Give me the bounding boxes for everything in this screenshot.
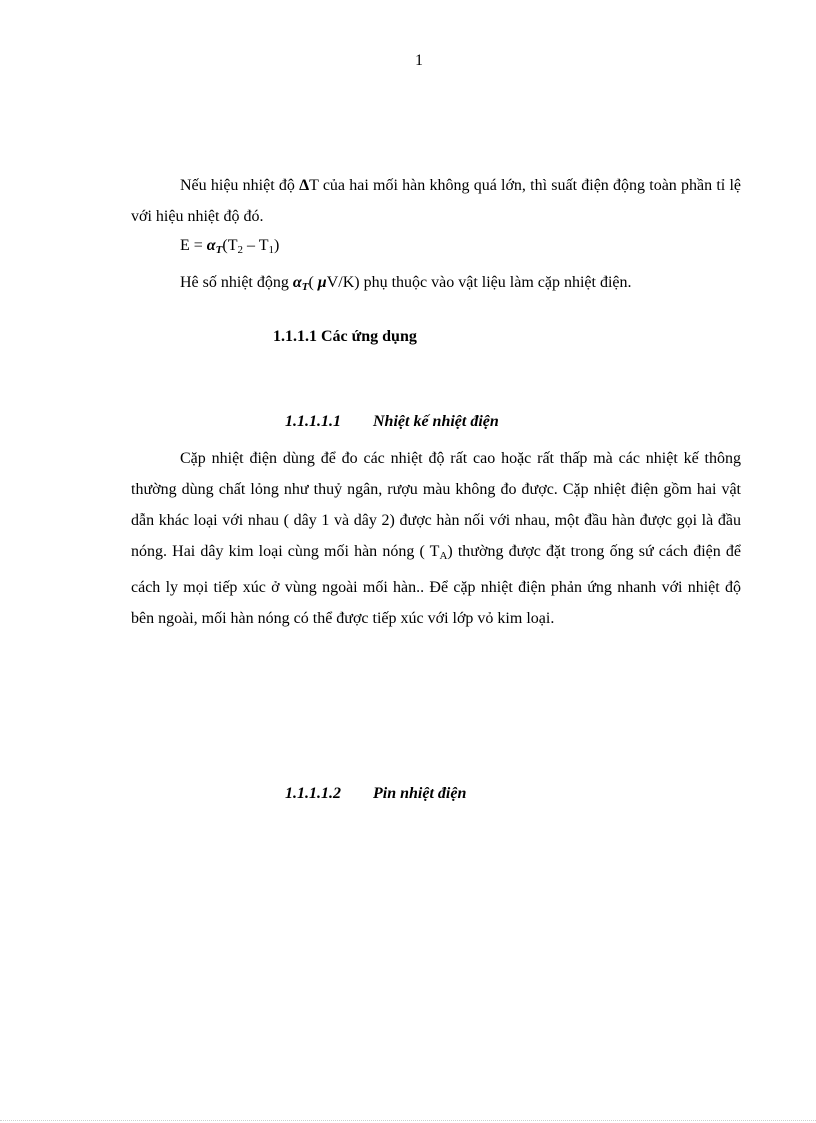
- section-heading: [273, 328, 417, 346]
- formula-close: ): [273, 237, 280, 254]
- mu-symbol: μ: [317, 274, 327, 291]
- unit-rest: V/K) phụ thuộc vào vật liệu làm cặp nhiệt điện.: [326, 274, 632, 291]
- t2-subscript: 2: [237, 244, 243, 256]
- formula-minus: – T: [243, 237, 269, 254]
- section-number: 1.1.1.1: [273, 328, 317, 345]
- subsection-number: 1.1.1.1.1: [285, 413, 341, 430]
- formula-lhs: E =: [180, 237, 207, 254]
- coefficient-line: [180, 274, 632, 293]
- body-text-2: ) thường được đặt trong ống sứ cách điện để cách ly mọi tiếp xúc ở vùng ngoài mối hàn.. Để cặp nhiệt điện phản ứng nhanh với nhiệt độ bên ngoài, mối hàn nóng có thể được tiếp xúc với lớp vỏ kim loại.: [131, 543, 741, 627]
- coef-text: Hê số nhiệt động: [180, 274, 293, 291]
- intro-text-2: T của hai mối hàn không quá lớn, thì suất điện động toàn phần tỉ lệ với hiệu nhiệt độ đó.: [131, 177, 741, 225]
- subsection-heading-1: [285, 413, 499, 431]
- ta-subscript: A: [439, 550, 448, 562]
- intro-text-1: Nếu hiệu nhiệt độ: [180, 177, 300, 194]
- formula-line: [180, 237, 279, 256]
- subsection-title: Pin nhiệt điện: [373, 785, 467, 802]
- delta-symbol: Δ: [299, 177, 310, 194]
- formula-open: (T: [222, 237, 238, 254]
- subsection-heading-2: [285, 785, 466, 803]
- alpha-symbol: α: [206, 237, 216, 254]
- page-number: 1: [415, 52, 423, 69]
- intro-paragraph: [131, 170, 741, 232]
- section-title: Các ứng dụng: [321, 328, 417, 345]
- t1-subscript: 1: [268, 244, 274, 256]
- unit-open: (: [308, 274, 318, 291]
- subsection-number: 1.1.1.1.2: [285, 785, 341, 802]
- body-text-1: Cặp nhiệt điện dùng để đo các nhiệt độ rất cao hoặc rất thấp mà các nhiệt kế thông thường dùng chất lỏng như thuỷ ngân, rượu màu không đo được. Cặp nhiệt điện gồm hai vật dẫn khác loại với nhau ( dây 1 và dây 2) được hàn nối với nhau, một đầu hàn được gọi là đầu nóng. Hai dây kim loại cùng mối hàn nóng ( T: [131, 450, 741, 560]
- body-paragraph: [131, 443, 741, 634]
- page-bottom-rule: [0, 1120, 816, 1121]
- alpha-symbol: α: [292, 274, 302, 291]
- subsection-title: Nhiệt kế nhiệt điện: [373, 413, 499, 430]
- alpha-subscript: T: [301, 281, 309, 293]
- alpha-subscript: T: [215, 244, 223, 256]
